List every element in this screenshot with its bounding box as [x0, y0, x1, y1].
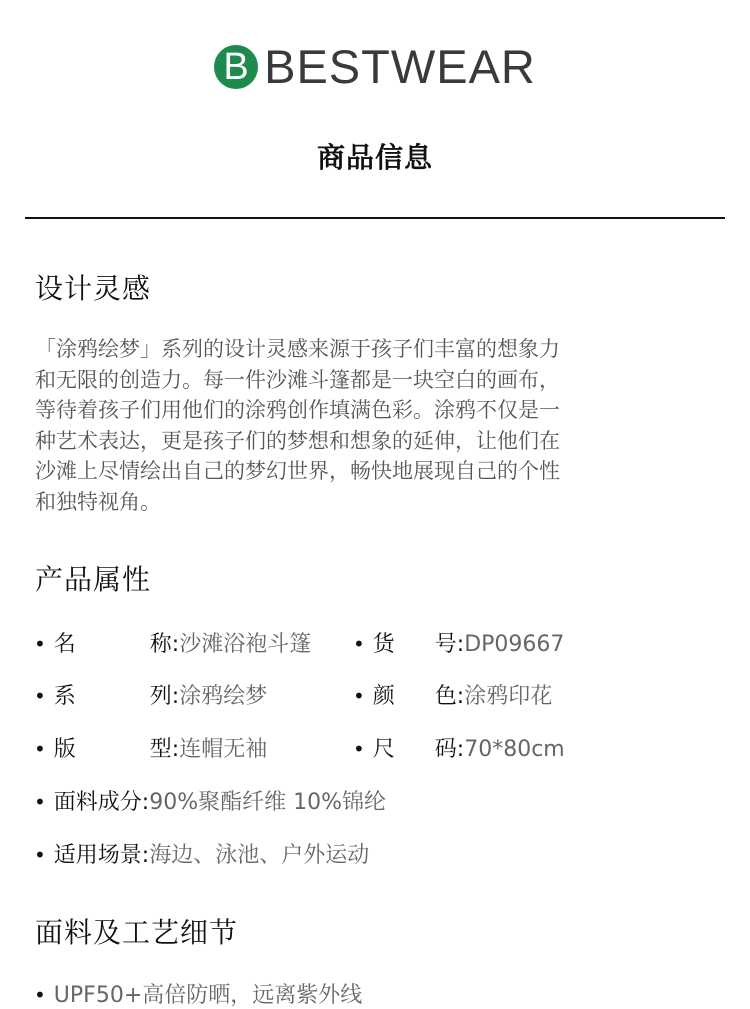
attr-sku [353, 627, 564, 658]
attr-sku-key2: 号: [434, 632, 465, 657]
attr-size-key1: 尺 [372, 737, 395, 762]
craft-section-title: 面料及工艺细节 [35, 916, 239, 949]
attr-name-key2: 称: [149, 632, 180, 657]
attr-color-key2: 色: [434, 684, 465, 709]
design-line: 和独特视角。 [35, 489, 161, 514]
attr-color [353, 679, 552, 710]
attr-fabric-value: 90%聚酯纤维 10%锦纶 [149, 790, 387, 815]
attr-size-value: 70*80cm [464, 737, 565, 762]
bullet: • [34, 684, 46, 708]
attr-fit-key1: 版 [53, 737, 76, 762]
attr-name-key1: 名 [53, 632, 76, 657]
attr-fit-value: 连帽无袖 [179, 737, 268, 762]
attr-fabric [34, 785, 386, 816]
attr-size-key2: 码: [434, 737, 465, 762]
attr-sku-key1: 货 [372, 632, 395, 657]
attr-series-key1: 系 [53, 684, 76, 709]
bullet: • [34, 632, 46, 656]
bullet: • [34, 983, 46, 1007]
attr-color-key1: 颜 [372, 684, 395, 709]
craft-item-text: UPF50+高倍防晒，远离紫外线 [53, 983, 363, 1008]
attr-size [353, 732, 565, 763]
attr-sku-value: DP09667 [464, 632, 565, 657]
bullet: • [353, 737, 365, 761]
bullet: • [34, 790, 46, 814]
design-section-title: 设计灵感 [35, 272, 152, 305]
design-paragraph [35, 334, 645, 517]
attr-scene-value: 海边、泳池、户外运动 [149, 843, 370, 868]
design-line: 沙滩上尽情绘出自己的梦幻世界，畅快地展现自己的个性 [35, 459, 560, 483]
bullet: • [353, 632, 365, 656]
attributes-section-title: 产品属性 [35, 563, 152, 596]
divider [25, 217, 725, 219]
bullet: • [353, 684, 365, 708]
brand-mark-icon: B [214, 45, 258, 89]
bullet: • [34, 843, 46, 867]
design-line: 和无限的创造力。每一件沙滩斗篷都是一块空白的画布， [35, 367, 560, 392]
attr-fabric-key: 面料成分: [53, 790, 150, 815]
craft-item [34, 978, 362, 1009]
attr-fit [34, 732, 267, 763]
attr-fit-key2: 型: [149, 737, 180, 762]
attr-scene [34, 838, 369, 869]
attr-name-value: 沙滩浴袍斗篷 [179, 632, 312, 657]
attr-scene-key: 适用场景: [53, 843, 150, 868]
attr-series-key2: 列: [149, 684, 180, 709]
attr-color-value: 涂鸦印花 [464, 684, 553, 709]
attr-name [34, 627, 311, 658]
brand-logo [0, 40, 750, 93]
page-title: 商品信息 [316, 141, 433, 174]
design-line: 「涂鸦绘梦」系列的设计灵感来源于孩子们丰富的想象力 [35, 337, 560, 361]
attr-series-value: 涂鸦绘梦 [179, 684, 268, 709]
design-line: 等待着孩子们用他们的涂鸦创作填满色彩。涂鸦不仅是一 [35, 398, 560, 422]
bullet: • [34, 737, 46, 761]
design-line: 种艺术表达，更是孩子们的梦想和想象的延伸，让他们在 [35, 428, 560, 453]
brand-name: BESTWEAR [264, 40, 536, 93]
attr-series [34, 679, 267, 710]
